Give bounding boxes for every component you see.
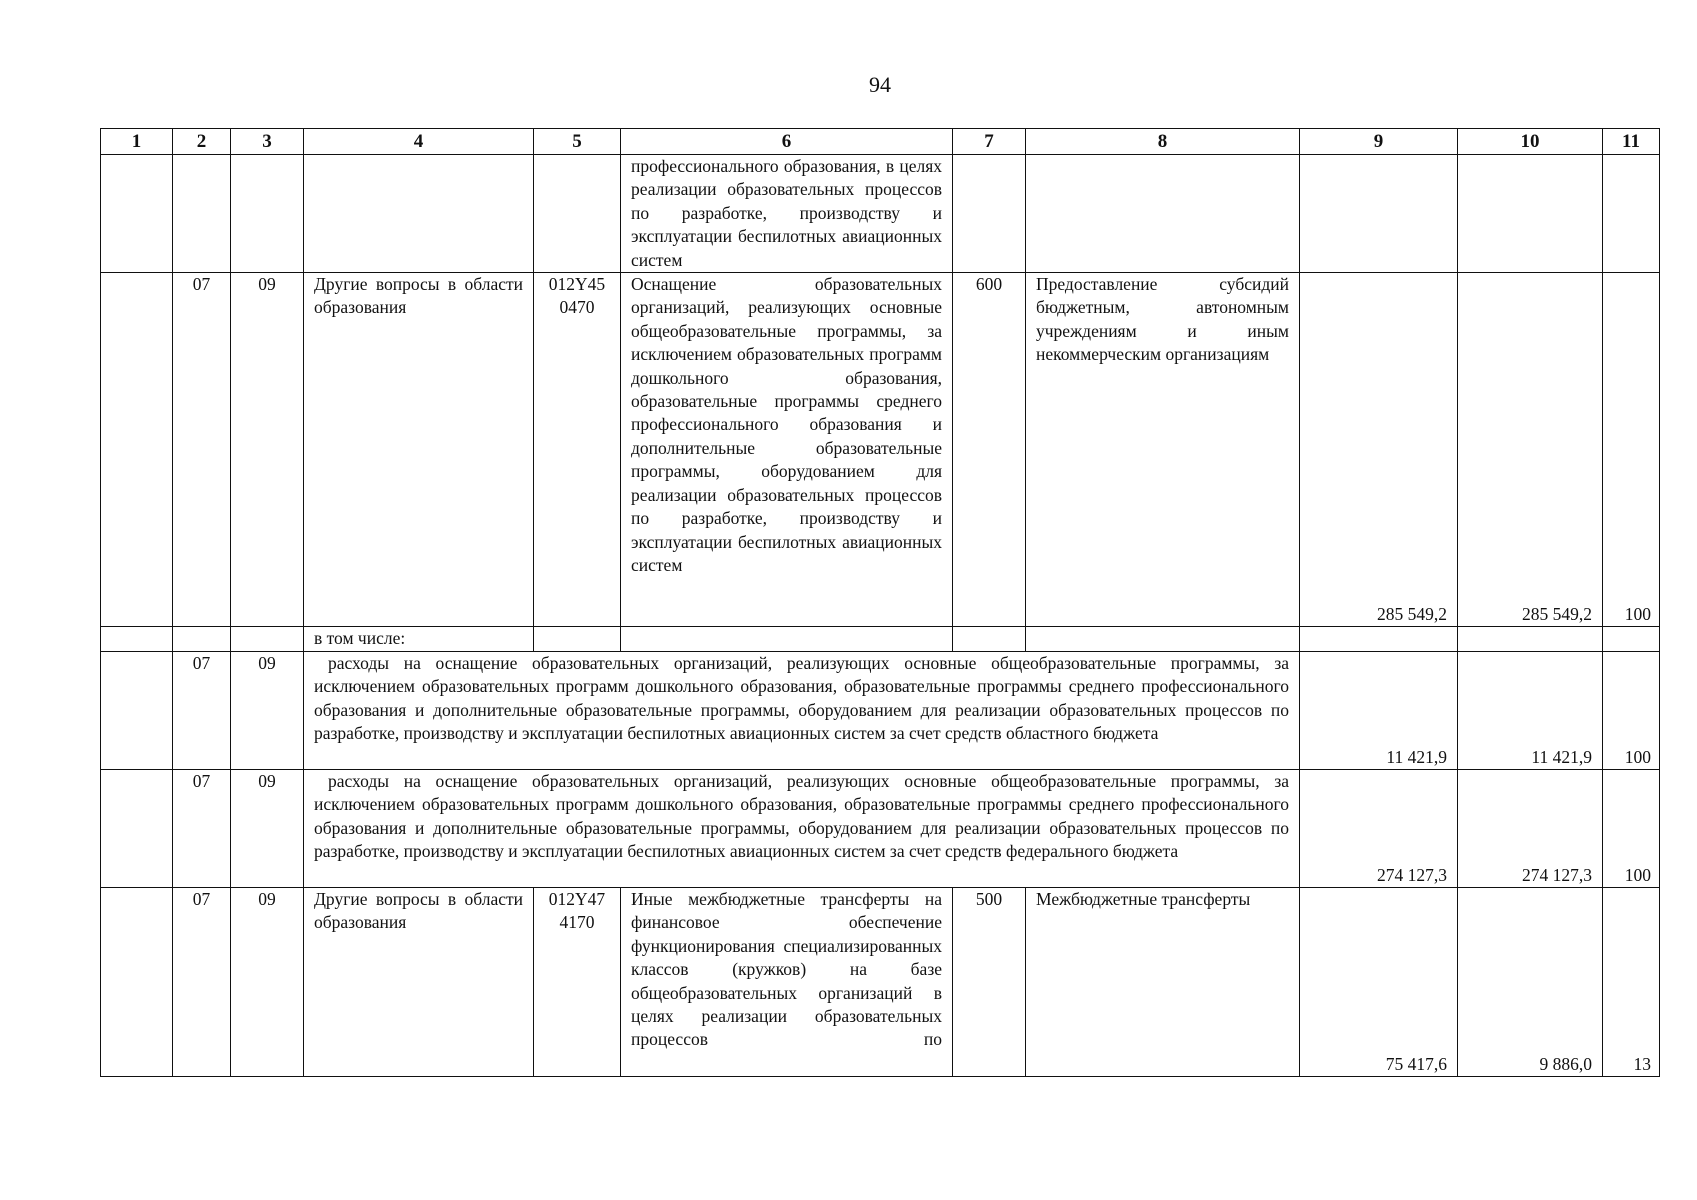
expense-breakdown-text: расходы на оснащение образовательных организаций, реализующих основные общеобразовательные программы, за исключением образовательных программ дошкольного образования, образовательные программы среднего профессионального образования и дополнительные образовательные программы, оборудованием для реализации образовательных процессов по разработке, производству и эксплуатации беспилотных авиационных систем за счет средств федерального бюджета bbox=[314, 771, 1289, 862]
amount-actual: 285 549,2 bbox=[1458, 273, 1603, 627]
expense-breakdown-text: расходы на оснащение образовательных организаций, реализующих основные общеобразовательные программы, за исключением образовательных программ дошкольного образования, образовательные программы среднего профессионального образования и дополнительные образовательные программы, оборудованием для реализации образовательных процессов по разработке, производству и эксплуатации беспилотных авиационных систем за счет средств областного бюджета bbox=[314, 653, 1289, 744]
section-name: Другие вопросы в области образования bbox=[304, 888, 534, 1077]
including-label: в том числе: bbox=[304, 627, 534, 652]
expense-description: Оснащение образовательных организаций, реализующих основные общеобразовательные программы, за исключением образовательных программ дошкольного образования, образовательные программы среднего профессионального образования и дополнительные образовательные программы, оборудованием для реализации образовательных процессов по разработке, производству и эксплуатации беспилотных авиационных систем bbox=[621, 273, 953, 627]
expense-type-code: 600 bbox=[953, 273, 1026, 627]
execution-percent: 13 bbox=[1603, 888, 1660, 1077]
cell-empty bbox=[101, 652, 173, 770]
cell-empty bbox=[1603, 627, 1660, 652]
cell-c7 bbox=[953, 155, 1026, 273]
cell-c11 bbox=[1603, 155, 1660, 273]
amount-plan: 285 549,2 bbox=[1300, 273, 1458, 627]
subsection-code: 09 bbox=[231, 273, 304, 627]
cell-empty bbox=[101, 627, 173, 652]
column-header: 8 bbox=[1026, 129, 1300, 155]
column-header: 2 bbox=[173, 129, 231, 155]
column-header: 7 bbox=[953, 129, 1026, 155]
amount-actual: 9 886,0 bbox=[1458, 888, 1603, 1077]
budget-table bbox=[100, 128, 1660, 1077]
cell-empty bbox=[1458, 627, 1603, 652]
expense-breakdown bbox=[304, 770, 1300, 888]
target-article-code-part2: 4170 bbox=[559, 912, 595, 933]
table-row bbox=[101, 652, 1660, 770]
cell-empty bbox=[621, 627, 953, 652]
cell-c10 bbox=[1458, 155, 1603, 273]
column-header: 9 bbox=[1300, 129, 1458, 155]
cell-empty bbox=[101, 770, 173, 888]
cell-empty bbox=[534, 627, 621, 652]
expense-breakdown bbox=[304, 652, 1300, 770]
cell-empty bbox=[231, 627, 304, 652]
execution-percent: 100 bbox=[1603, 770, 1660, 888]
column-header: 5 bbox=[534, 129, 621, 155]
section-code: 07 bbox=[173, 770, 231, 888]
amount-plan: 274 127,3 bbox=[1300, 770, 1458, 888]
column-header: 10 bbox=[1458, 129, 1603, 155]
expense-description: Иные межбюджетные трансферты на финансовое обеспечение функционирования специализированных классов (кружков) на базе общеобразовательных организаций в целях реализации образовательных процессов по bbox=[621, 888, 953, 1077]
expense-type-name: Предоставление субсидий бюджетным, автономным учреждениям и иным некоммерческим организациям bbox=[1026, 273, 1300, 627]
expense-description: профессионального образования, в целях реализации образовательных процессов по разработке, производству и эксплуатации беспилотных авиационных систем bbox=[621, 155, 953, 273]
cell-empty bbox=[1026, 627, 1300, 652]
page-number: 94 bbox=[869, 72, 891, 97]
cell-c2 bbox=[173, 155, 231, 273]
table-row bbox=[101, 770, 1660, 888]
execution-percent: 100 bbox=[1603, 652, 1660, 770]
table-row bbox=[101, 627, 1660, 652]
cell-c9 bbox=[1300, 155, 1458, 273]
cell-empty bbox=[101, 888, 173, 1077]
section-code: 07 bbox=[173, 888, 231, 1077]
execution-percent: 100 bbox=[1603, 273, 1660, 627]
section-code: 07 bbox=[173, 652, 231, 770]
expense-type-code: 500 bbox=[953, 888, 1026, 1077]
subsection-code: 09 bbox=[231, 770, 304, 888]
target-article-code bbox=[534, 273, 621, 627]
cell-c1 bbox=[101, 273, 173, 627]
amount-actual: 274 127,3 bbox=[1458, 770, 1603, 888]
subsection-code: 09 bbox=[231, 652, 304, 770]
target-article-code bbox=[534, 888, 621, 1077]
cell-c3 bbox=[231, 155, 304, 273]
table-row bbox=[101, 155, 1660, 273]
column-header: 3 bbox=[231, 129, 304, 155]
column-header: 4 bbox=[304, 129, 534, 155]
cell-c1 bbox=[101, 155, 173, 273]
cell-empty bbox=[953, 627, 1026, 652]
column-header: 11 bbox=[1603, 129, 1660, 155]
amount-actual: 11 421,9 bbox=[1458, 652, 1603, 770]
cell-empty bbox=[173, 627, 231, 652]
column-header: 6 bbox=[621, 129, 953, 155]
cell-empty bbox=[1300, 627, 1458, 652]
target-article-code-part2: 0470 bbox=[559, 297, 595, 318]
section-name: Другие вопросы в области образования bbox=[304, 273, 534, 627]
table-row bbox=[101, 888, 1660, 1077]
table-row bbox=[101, 273, 1660, 627]
amount-plan: 11 421,9 bbox=[1300, 652, 1458, 770]
subsection-code: 09 bbox=[231, 888, 304, 1077]
header-row bbox=[101, 129, 1660, 155]
cell-c4 bbox=[304, 155, 534, 273]
target-article-code-part1: 012Y45 bbox=[548, 274, 606, 295]
amount-plan: 75 417,6 bbox=[1300, 888, 1458, 1077]
column-header: 1 bbox=[101, 129, 173, 155]
cell-c8 bbox=[1026, 155, 1300, 273]
expense-type-name: Межбюджетные трансферты bbox=[1026, 888, 1300, 1077]
section-code: 07 bbox=[173, 273, 231, 627]
target-article-code-part1: 012Y47 bbox=[548, 889, 606, 910]
cell-c5 bbox=[534, 155, 621, 273]
